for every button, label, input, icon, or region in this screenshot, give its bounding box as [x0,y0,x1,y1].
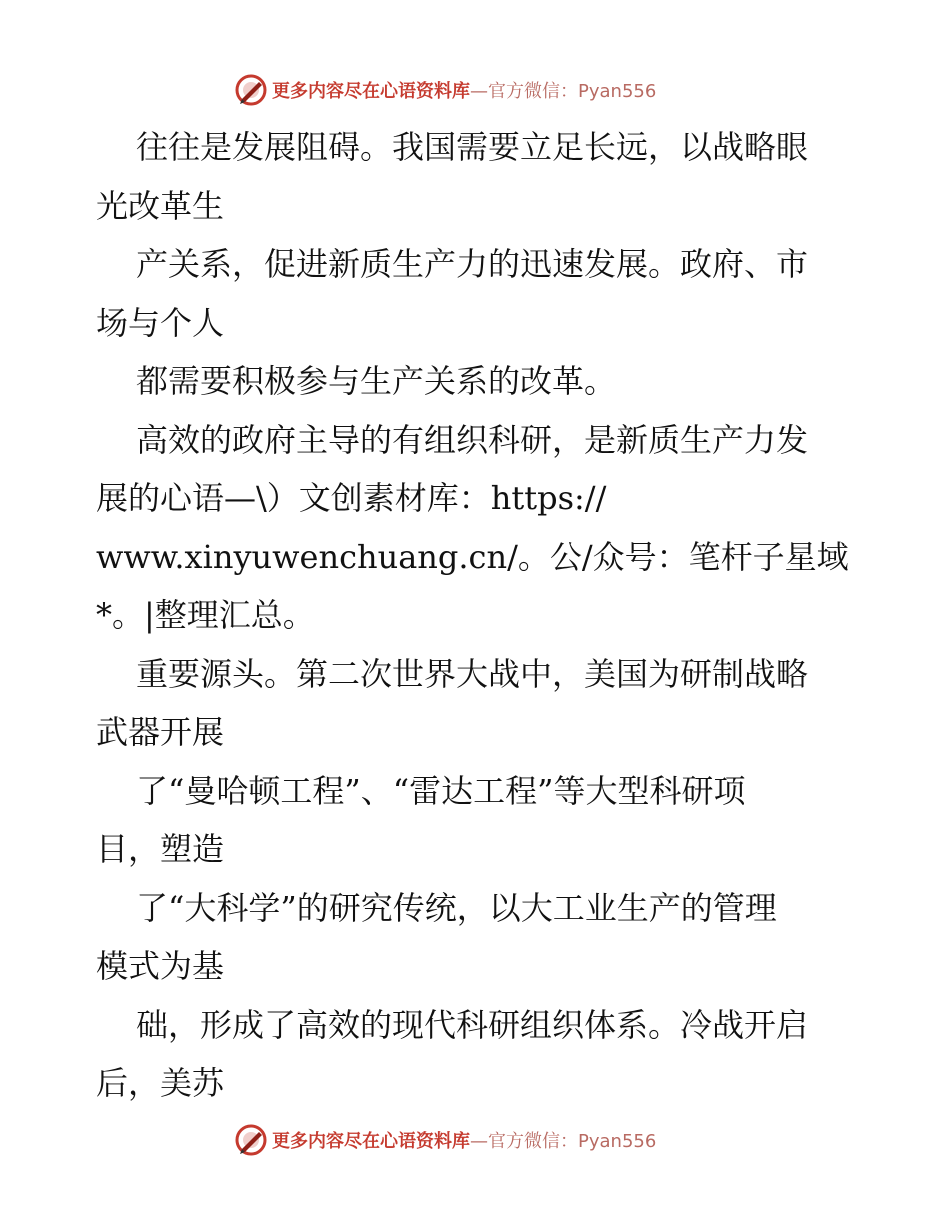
text-line: www.xinyuwenchuang.cn/。公/众号：笔杆子星域 [96,537,849,576]
pen-logo-icon [234,1123,268,1157]
text-line: *。|整理汇总。 [96,596,315,634]
text-line: 后，美苏 [96,1064,225,1102]
text-line: 础，形成了高效的现代科研组织体系。冷战开启 [136,1005,809,1044]
document-body [96,118,856,1113]
text-line: 模式为基 [96,947,225,985]
text-line: 了“大科学”的研究传统，以大工业生产的管理 [136,888,777,927]
text-line: 了“曼哈顿工程”、“雷达工程”等大型科研项 [136,771,746,810]
banner-text [272,77,656,103]
banner-text [272,1127,656,1153]
text-line: 高效的政府主导的有组织科研，是新质生产力发 [136,420,809,459]
text-line: 光改革生 [96,186,225,225]
text-line: 展的心语—\）文创素材库：https:// [96,479,607,517]
text-line: 目，塑造 [96,830,225,868]
banner-main-text: 更多内容尽在心语资料库 [272,1131,470,1152]
text-line: 武器开展 [96,713,225,751]
text-line: 场与个人 [96,303,225,342]
banner-wechat-text: —官方微信：Pyan556 [470,1131,657,1152]
banner-main-text: 更多内容尽在心语资料库 [272,81,470,102]
banner-wechat-text: —官方微信：Pyan556 [470,81,657,102]
text-line: 都需要积极参与生产关系的改革。 [136,362,617,400]
header-banner [234,72,656,108]
footer-banner [234,1122,656,1158]
text-line: 往往是发展阻碍。我国需要立足长远，以战略眼 [136,128,809,166]
text-line: 产关系，促进新质生产力的迅速发展。政府、市 [136,245,809,283]
text-line: 重要源头。第二次世界大战中，美国为研制战略 [136,654,809,693]
pen-logo-icon [234,73,268,107]
